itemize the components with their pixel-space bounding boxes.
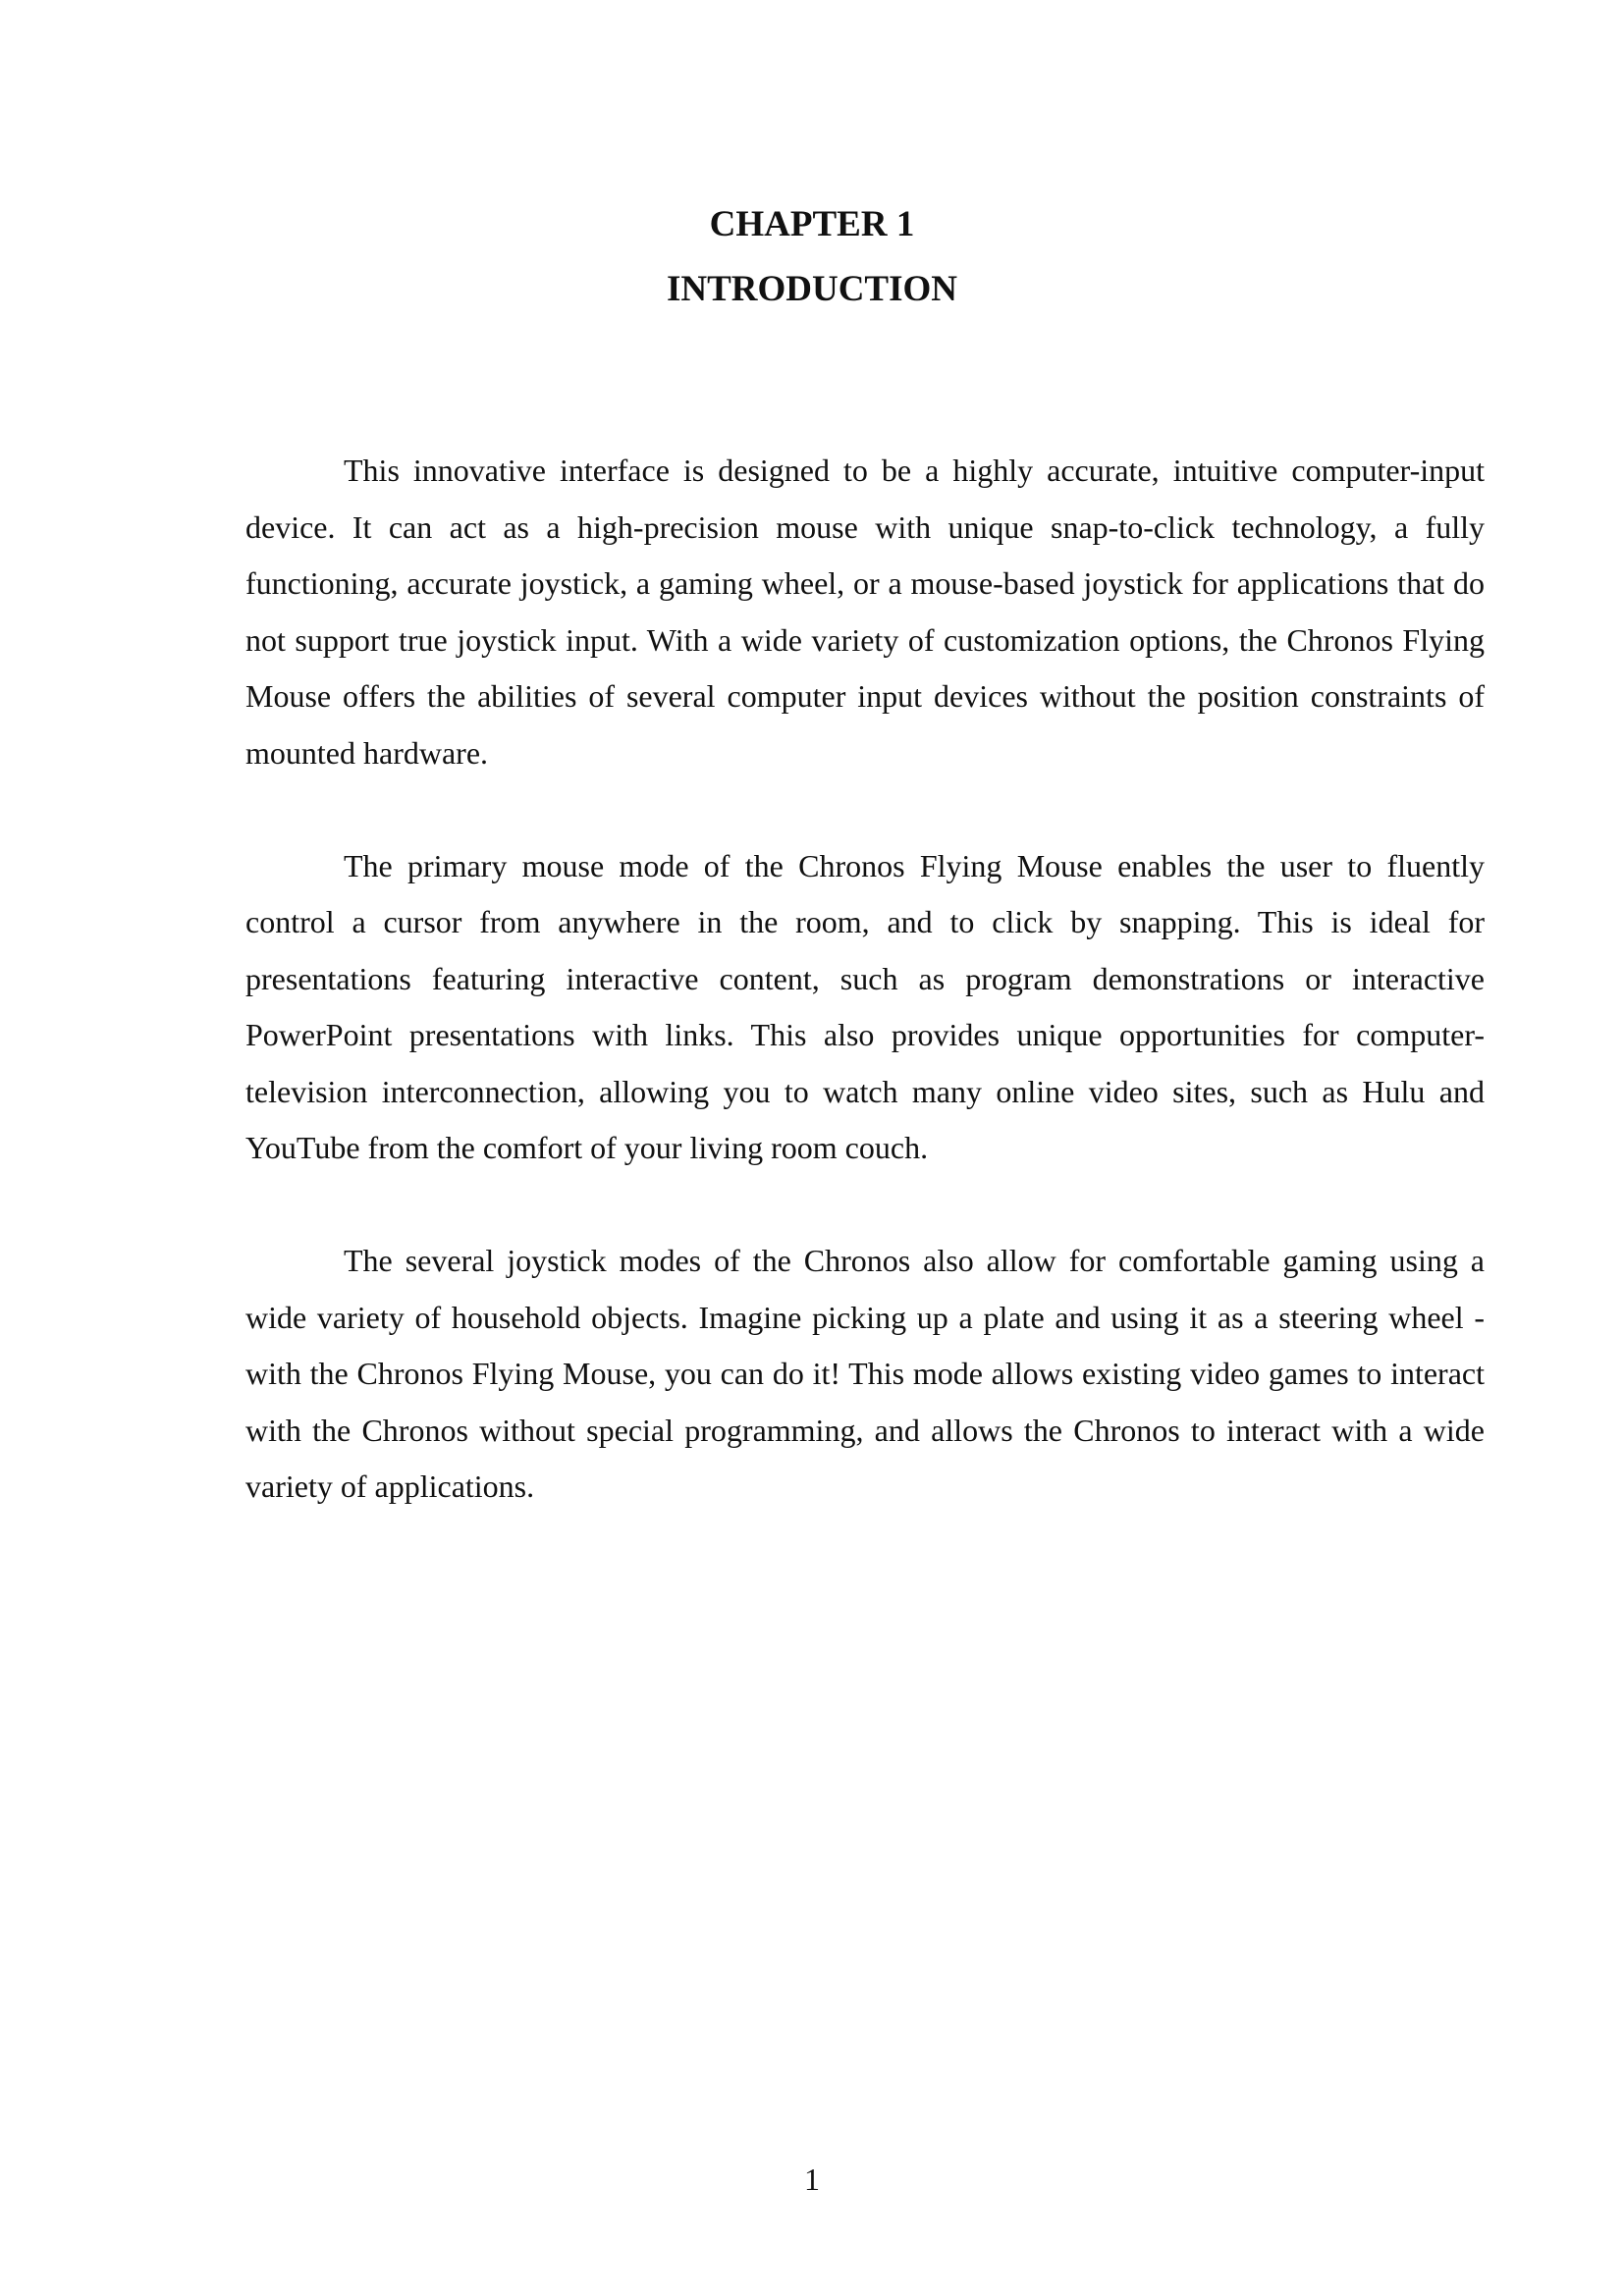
chapter-number: CHAPTER 1 (709, 204, 915, 244)
paragraph-intro: This innovative interface is designed to be a highly accurate, intuitive computer-input device. It can act as a high-precision mouse with unique snap-to-click technology, a fully functioning, accurate joystick, a gaming wheel, or a mouse-based joystick for applications that do not support true joystick input. With a wide variety of customization options, the Chronos Flying Mouse offers the abilities of several computer input devices without the position constraints of mounted hardware. (245, 453, 1485, 771)
chapter-title: INTRODUCTION (666, 269, 958, 309)
paragraph-joystick-modes: The several joystick modes of the Chronos also allow for comfortable gaming using a wide variety of household objects. Imagine picking up a plate and using it as a steering wheel - with the Chronos Flying Mouse, you can do it! This mode allows existing video games to interact with the Chronos without special programming, and allows the Chronos to interact with a wide variety of applications. (245, 1243, 1485, 1504)
paragraph-mouse-mode: The primary mouse mode of the Chronos Flying Mouse enables the user to fluently control a cursor from anywhere in the room, and to click by snapping. This is ideal for presentations featuring interactive content, such as program demonstrations or interactive PowerPoint presentations with links. This also provides unique opportunities for computer-television interconnection, allowing you to watch many online video sites, such as Hulu and YouTube from the comfort of your living room couch. (245, 847, 1485, 1165)
chapter-heading (0, 192, 1624, 322)
body-text (245, 443, 1485, 1572)
page-number: 1 (804, 2162, 820, 2197)
